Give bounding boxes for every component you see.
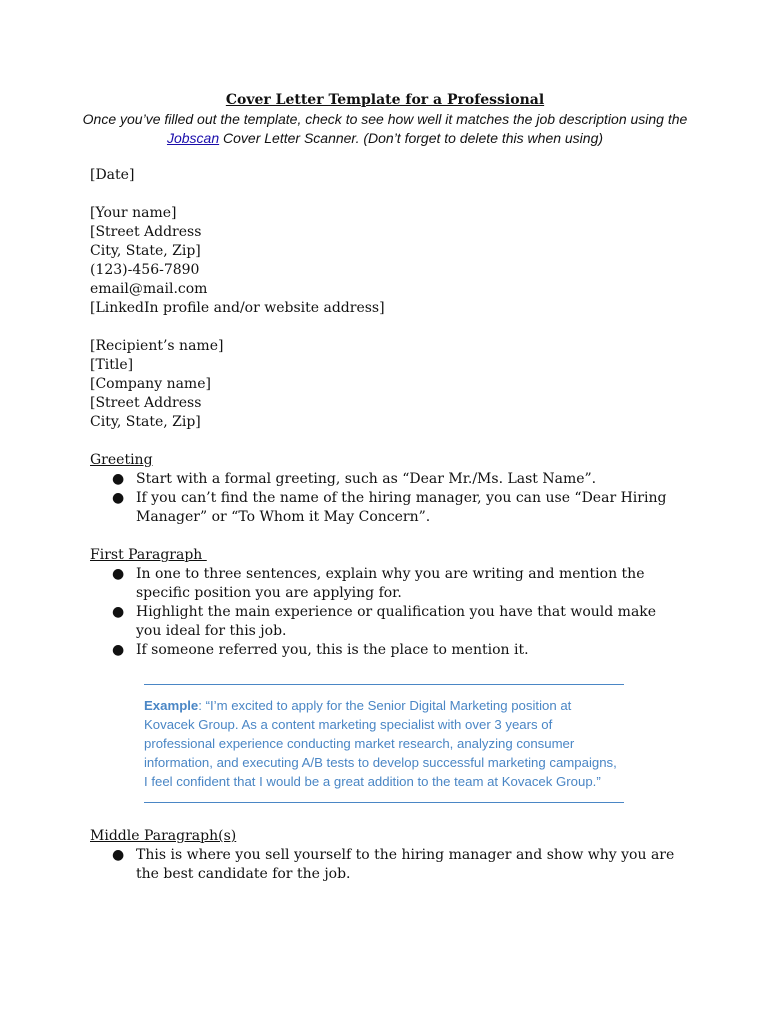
list-item	[90, 565, 680, 603]
sender-street: [Street Address	[90, 224, 202, 240]
sender-block	[90, 204, 680, 318]
sender-city: City, State, Zip]	[90, 243, 201, 259]
greeting-heading: Greeting	[90, 452, 153, 468]
sender-email: email@mail.com	[90, 281, 208, 297]
middle-paragraph-list	[90, 846, 680, 884]
recipient-street: [Street Address	[90, 395, 202, 411]
sender-linkedin: [LinkedIn profile and/or website address]	[90, 300, 385, 316]
sender-phone: (123)-456-7890	[90, 262, 200, 278]
first-paragraph-heading: First Paragraph	[90, 547, 207, 563]
sender-name: [Your name]	[90, 205, 177, 221]
list-item-text: If you can’t find the name of the hiring manager, you can use “Dear Hiring Manager” or “To Whom it May Concern”.	[136, 490, 667, 525]
bullet-icon: ●	[112, 642, 125, 658]
jobscan-link[interactable]: Jobscan	[166, 130, 220, 146]
list-item-text: Start with a formal greeting, such as “Dear Mr./Ms. Last Name”.	[136, 471, 597, 487]
list-item	[90, 603, 680, 641]
list-item	[90, 470, 680, 489]
first-paragraph-list	[90, 565, 680, 660]
example-label: Example	[144, 698, 199, 713]
document-title: Cover Letter Template for a Professional	[225, 92, 545, 108]
recipient-block	[90, 337, 680, 432]
recipient-city: City, State, Zip]	[90, 414, 201, 430]
list-item-text: Highlight the main experience or qualification you have that would make you ideal for this job.	[136, 604, 657, 639]
recipient-name: [Recipient’s name]	[90, 338, 224, 354]
list-item	[90, 846, 680, 884]
greeting-list	[90, 470, 680, 527]
subtitle-text-pre: Once you’ve filled out the template, check to see how well it matches the job description using the	[82, 111, 688, 127]
example-callout	[144, 684, 624, 803]
document-subtitle	[82, 110, 688, 148]
list-item	[90, 641, 680, 660]
bullet-icon: ●	[112, 566, 125, 582]
bullet-icon: ●	[112, 847, 125, 863]
middle-paragraph-heading: Middle Paragraph(s)	[90, 828, 237, 844]
list-item-text: This is where you sell yourself to the hiring manager and show why you are the best candidate for the job.	[136, 847, 675, 882]
bullet-icon: ●	[112, 604, 125, 620]
date-line: [Date]	[90, 167, 135, 183]
bullet-icon: ●	[112, 490, 125, 506]
example-text: : “I’m excited to apply for the Senior Digital Marketing position at Kovacek Group. As a content marketing specialist with over 3 years of professional experience conducting market research, analyzing consumer information, and executing A/B tests to develop successful marketing campaigns, I feel confident that I would be a great addition to the team at Kovacek Group.”	[144, 698, 617, 789]
list-item-text: If someone referred you, this is the place to mention it.	[136, 642, 529, 658]
recipient-title: [Title]	[90, 357, 134, 373]
document-page	[82, 90, 688, 884]
subtitle-text-post: Cover Letter Scanner. (Don’t forget to delete this when using)	[219, 130, 604, 146]
recipient-company: [Company name]	[90, 376, 211, 392]
bullet-icon: ●	[112, 471, 125, 487]
list-item-text: In one to three sentences, explain why you are writing and mention the specific position you are applying for.	[136, 566, 645, 601]
list-item	[90, 489, 680, 527]
